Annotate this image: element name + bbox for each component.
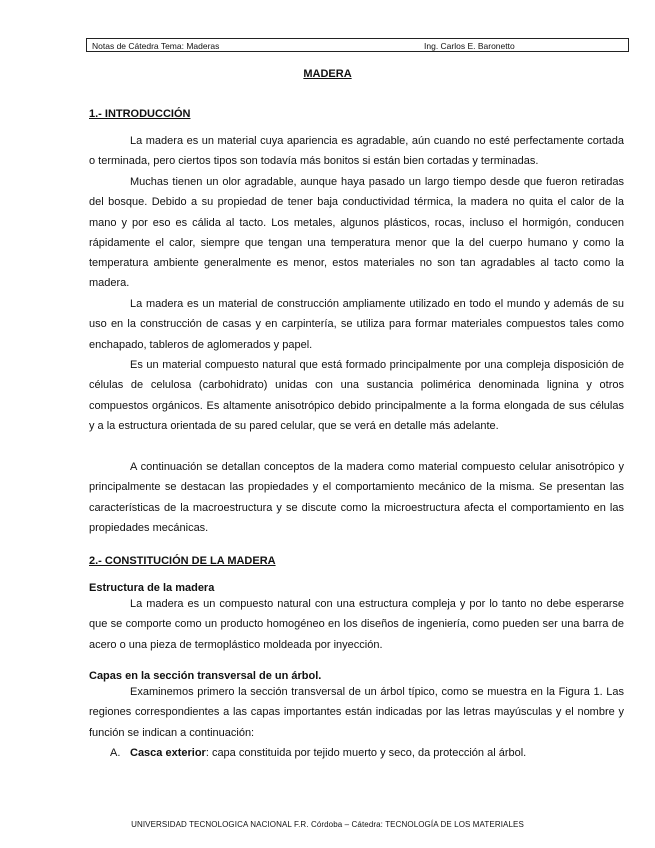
intro-paragraph-2: Muchas tienen un olor agradable, aunque haya pasado un largo tiempo desde que fueron retiradas del bosque. Debido a su propiedad de tener baja conductividad térmica, la madera no quita el calor de la mano y por eso es cálida al tacto. Los metales, algunos plásticos, rocas, incluso el hormigón, conducen rápidamente el calor, siempre que tengan una temperatura menor que la del cuerpo humano y como la temperatura ambiente generalmente es menor, estos materiales no son tan agradables al tacto como la madera.: [89, 176, 624, 290]
intro-paragraph-5: A continuación se detallan conceptos de la madera como material compuesto celular anisotrópico y principalmente se destacan las propiedades y el comportamiento mecánico de la misma. Se presentan las características de la macroestructura y se discute como la microestructura afecta el comportamiento en las propiedades mecánicas.: [89, 461, 624, 534]
section-heading-introduccion: 1.- INTRODUCCIÓN: [89, 108, 191, 120]
subheading-estructura: Estructura de la madera: [89, 582, 215, 594]
page-header: [86, 38, 629, 52]
list-item-description: : capa constituida por tejido muerto y seco, da protección al árbol.: [205, 747, 527, 759]
header-author: Ing. Carlos E. Baronetto: [424, 41, 515, 51]
section-heading-constitucion: 2.- CONSTITUCIÓN DE LA MADERA: [89, 555, 276, 567]
intro-paragraph-3: La madera es un material de construcción ampliamente utilizado en todo el mundo y además de su uso en la construcción de casas y en carpintería, se utiliza para formar materiales compuestos tales como enchapado, tableros de aglomerados y papel.: [89, 298, 624, 351]
list-item-letter: A.: [110, 747, 121, 759]
page-footer: UNIVERSIDAD TECNOLOGICA NACIONAL F.R. Córdoba – Cátedra: TECNOLOGÍA DE LOS MATERIALES: [131, 820, 524, 829]
list-item-term: Casca exterior: [130, 747, 206, 759]
intro-paragraph-4: Es un material compuesto natural que está formado principalmente por una compleja disposición de células de celulosa (carbohidrato) unidas con una sustancia polimérica denominada lignina y otros compuestos orgánicos. Es altamente anisotrópico debido principalmente a la forma elongada de sus células y a la estructura orientada de su pared celular, que se verá en detalle más adelante.: [89, 359, 624, 432]
subheading-capas: Capas en la sección transversal de un árbol.: [89, 670, 322, 682]
list-item: [110, 743, 625, 763]
document-title: MADERA: [303, 68, 352, 80]
intro-paragraph-1: La madera es un material cuya apariencia es agradable, aún cuando no esté perfectamente cortada o terminada, pero ciertos tipos son todavía más bonitos si están bien cortadas y terminadas.: [89, 135, 624, 168]
header-course-topic: Notas de Cátedra Tema: Maderas: [92, 41, 220, 51]
estructura-paragraph: La madera es un compuesto natural con una estructura compleja y por lo tanto no debe esperarse que se comporte como un producto homogéneo en los diseños de ingeniería, como pueden ser una barra de acero o una pieza de termoplástico moldeada por inyección.: [89, 598, 624, 651]
capas-paragraph: Examinemos primero la sección transversal de un árbol típico, como se muestra en la Figura 1. Las regiones correspondientes a las capas importantes están indicadas por las letras mayúsculas y el nombre y función se indican a continuación:: [89, 686, 624, 739]
